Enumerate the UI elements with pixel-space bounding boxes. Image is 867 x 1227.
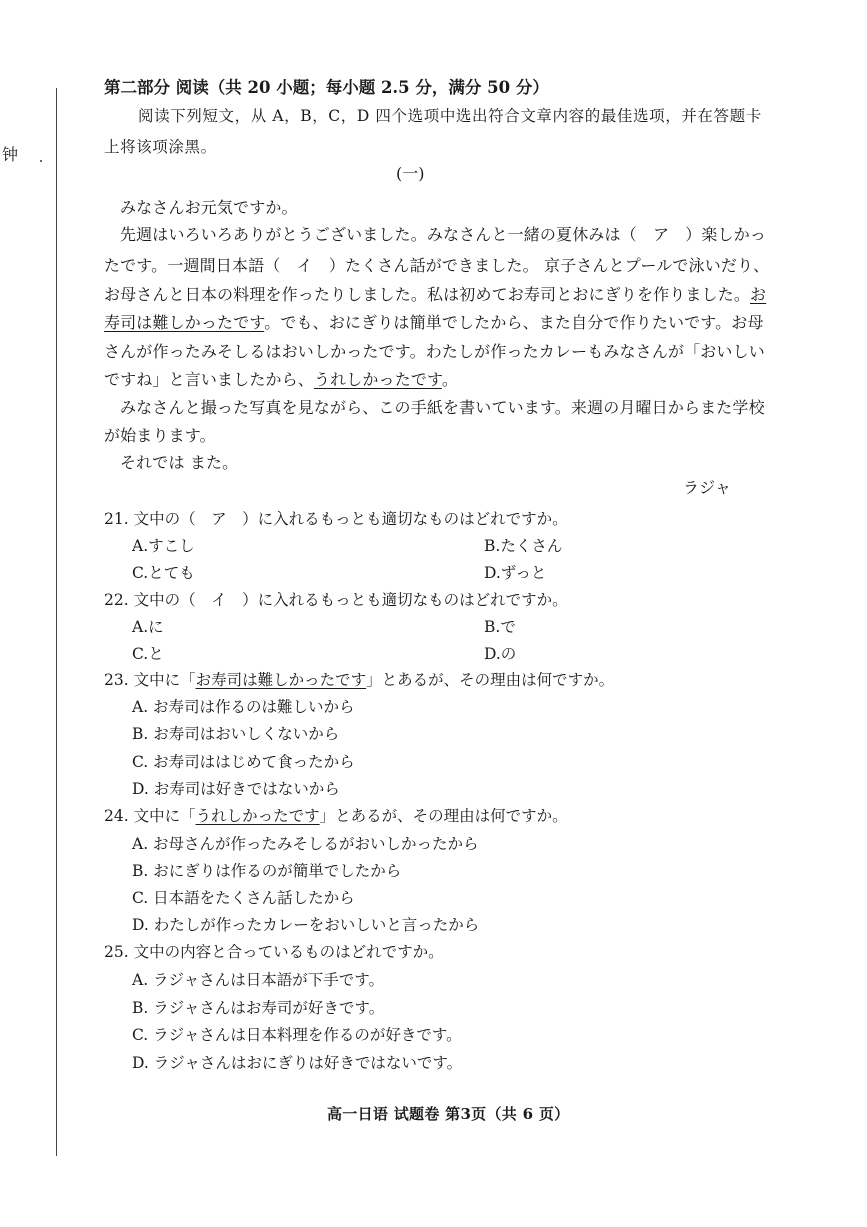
option-23-d: D. お寿司は好きではないから bbox=[132, 780, 340, 798]
binding-margin-line bbox=[56, 88, 57, 1156]
instruction-line-1: 阅读下列短文，从 A，B，C，D 四个选项中选出符合文章内容的最佳选项，并在答题卡 bbox=[138, 107, 762, 125]
option-22-d: D.の bbox=[484, 645, 517, 663]
option-25-a: A. ラジャさんは日本語が下手です。 bbox=[132, 971, 384, 989]
margin-dot bbox=[40, 160, 42, 162]
passage-line: さんが作ったみそしるはおいしかったです。わたしが作ったカレーもみなさんが「おいしい bbox=[104, 342, 765, 361]
underlined-phrase: うれしかったです bbox=[195, 807, 320, 825]
option-21-d: D.ずっと bbox=[484, 564, 547, 582]
option-22-c: C.と bbox=[132, 645, 164, 663]
option-23-b: B. お寿司はおいしくないから bbox=[132, 725, 340, 743]
question-22: 22. 文中の（ イ ）に入れるもっとも適切なものはどれですか。 bbox=[104, 591, 568, 609]
passage-text: 。 bbox=[441, 370, 459, 389]
option-24-b: B. おにぎりは作るのが簡単でしたから bbox=[132, 862, 402, 880]
option-21-a: A.すこし bbox=[132, 537, 195, 555]
option-25-b: B. ラジャさんはお寿司が好きです。 bbox=[132, 999, 385, 1017]
option-23-c: C. お寿司ははじめて食ったから bbox=[132, 753, 355, 771]
option-25-d: D. ラジャさんはおにぎりは好きではないです。 bbox=[132, 1054, 463, 1072]
option-25-c: C. ラジャさんは日本料理を作るのが好きです。 bbox=[132, 1026, 462, 1044]
passage-text: お母さんと日本の料理を作ったりしました。私は初めてお寿司とおにぎりを作りました。 bbox=[104, 285, 751, 304]
option-23-a: A. お寿司は作るのは難しいから bbox=[132, 698, 355, 716]
passage-line: たです。一週間日本語（ イ ）たくさん話ができました。 京子さんとプールで泳いだり、 bbox=[104, 256, 770, 275]
passage-line: みなさんと撮った写真を見ながら、この手紙を書いています。来週の月曜日からまた学校 bbox=[120, 398, 765, 417]
question-text: 24. 文中に「 bbox=[104, 807, 196, 825]
question-text: 23. 文中に「 bbox=[104, 671, 196, 689]
option-21-b: B.たくさん bbox=[484, 537, 563, 555]
passage-line bbox=[104, 285, 766, 305]
margin-side-char: 钟 bbox=[2, 145, 19, 164]
question-21: 21. 文中の（ ア ）に入れるもっとも適切なものはどれですか。 bbox=[104, 510, 568, 528]
passage-text: ですね」と言いましたから、 bbox=[104, 370, 314, 389]
option-21-c: C.とても bbox=[132, 564, 195, 582]
question-text: 」とあるが、その理由は何ですか。 bbox=[366, 671, 615, 689]
passage-line: 先週はいろいろありがとうございました。みなさんと一緒の夏休みは（ ア ）楽しかっ bbox=[120, 225, 767, 244]
underlined-phrase: お寿司は難しかったです bbox=[195, 671, 367, 689]
option-24-a: A. お母さんが作ったみそしるがおいしかったから bbox=[132, 835, 479, 853]
underlined-phrase: うれしかったです bbox=[313, 370, 442, 389]
instruction-line-2: 上将该项涂黑。 bbox=[104, 138, 217, 156]
option-24-d: D. わたしが作ったカレーをおいしいと言ったから bbox=[132, 916, 480, 934]
passage-line bbox=[104, 313, 764, 333]
passage-part-label: (一) bbox=[396, 164, 425, 183]
passage-line: それでは また。 bbox=[120, 453, 239, 472]
question-25: 25. 文中の内容と合っているものはどれですか。 bbox=[104, 943, 444, 961]
passage-text: 。でも、おにぎりは簡単でしたから、また自分で作りたいです。お母 bbox=[264, 313, 764, 332]
option-24-c: C. 日本語をたくさん話したから bbox=[132, 889, 355, 907]
question-24 bbox=[104, 806, 568, 826]
question-23 bbox=[104, 670, 614, 690]
letter-signature: ラジャ bbox=[683, 478, 732, 497]
passage-line: みなさんお元気ですか。 bbox=[120, 198, 298, 217]
passage-line: が始まります。 bbox=[104, 426, 216, 445]
option-22-a: A.に bbox=[132, 618, 164, 636]
page-footer: 高一日语 试题卷 第3页（共 6 页） bbox=[327, 1105, 570, 1123]
passage-line bbox=[104, 370, 458, 390]
underlined-phrase: 寿司は難しかったです bbox=[104, 313, 265, 332]
section-title: 第二部分 阅读（共 20 小题；每小题 2.5 分，满分 50 分） bbox=[104, 78, 549, 97]
question-text: 」とあるが、その理由は何ですか。 bbox=[319, 807, 568, 825]
option-22-b: B.で bbox=[484, 618, 516, 636]
underlined-phrase: お bbox=[750, 285, 767, 304]
